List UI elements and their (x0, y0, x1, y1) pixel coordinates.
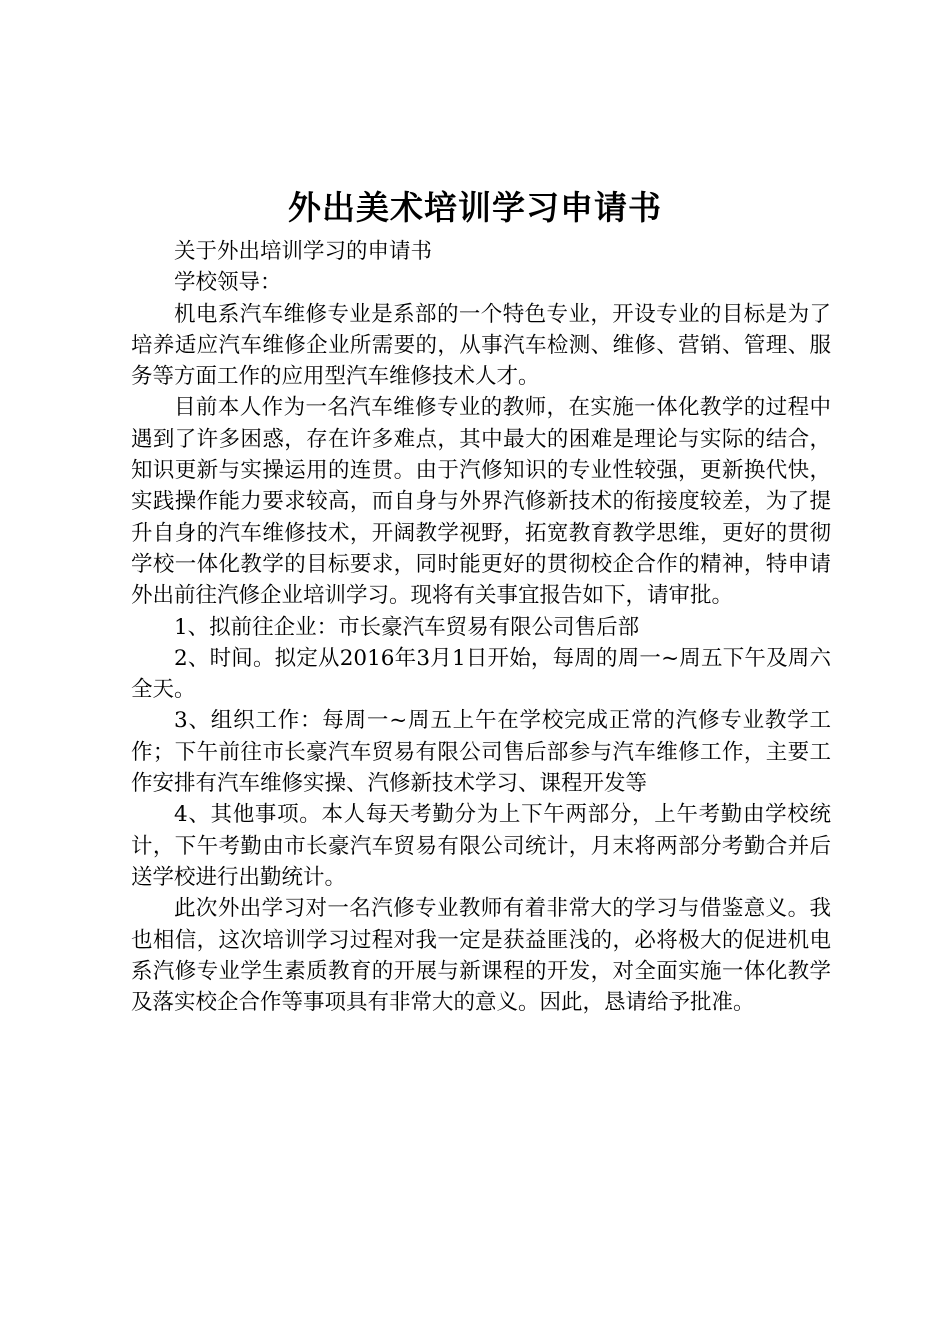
document-title: 外出美术培训学习申请书 (288, 188, 662, 227)
paragraph-intro: 机电系汽车维修专业是系部的一个特色专业，开设专业的目标是为了培养适应汽车维修企业所需要的，从事汽车检测、维修、营销、管理、服务等方面工作的应用型汽车维修技术人才。 (131, 301, 831, 390)
paragraph-reason: 目前本人作为一名汽车维修专业的教师，在实施一体化教学的过程中遇到了许多困惑，存在许多难点，其中最大的困难是理论与实际的结合，知识更新与实操运用的连贯。由于汽修知识的专业性较强，更新换代快，实践操作能力要求较高，而自身与外界汽修新技术的衔接度较差，为了提升自身的汽车维修技术，开阔教学视野，拓宽教育教学思维，更好的贯彻学校一体化教学的目标要求，同时能更好的贯彻校企合作的精神，特申请外出前往汽修企业培训学习。现将有关事宜报告如下，请审批。 (131, 395, 831, 609)
salutation: 学校领导： (174, 270, 282, 296)
document-body (131, 236, 831, 1018)
item-organization: 3、组织工作：每周一~周五上午在学校完成正常的汽修专业教学工作；下午前往市长豪汽车贸易有限公司售后部参与汽车维修工作，主要工作安排有汽车维修实操、汽修新技术学习、课程开发等 (131, 708, 831, 797)
item-other: 4、其他事项。本人每天考勤分为上下午两部分，上午考勤由学校统计，下午考勤由市长豪汽车贸易有限公司统计，月末将两部分考勤合并后送学校进行出勤统计。 (131, 802, 831, 890)
paragraph-conclusion: 此次外出学习对一名汽修专业教师有着非常大的学习与借鉴意义。我也相信，这次培训学习过程对我一定是获益匪浅的，必将极大的促进机电系汽修专业学生素质教育的开展与新课程的开发，对全面实施一体化教学及落实校企合作等事项具有非常大的意义。因此，恳请给予批准。 (131, 896, 831, 1016)
item-company: 1、拟前往企业：市长豪汽车贸易有限公司售后部 (174, 614, 640, 640)
item-time: 2、时间。拟定从2016年3月1日开始，每周的周一~周五下午及周六全天。 (131, 645, 831, 703)
subject-line: 关于外出培训学习的申请书 (174, 239, 433, 264)
